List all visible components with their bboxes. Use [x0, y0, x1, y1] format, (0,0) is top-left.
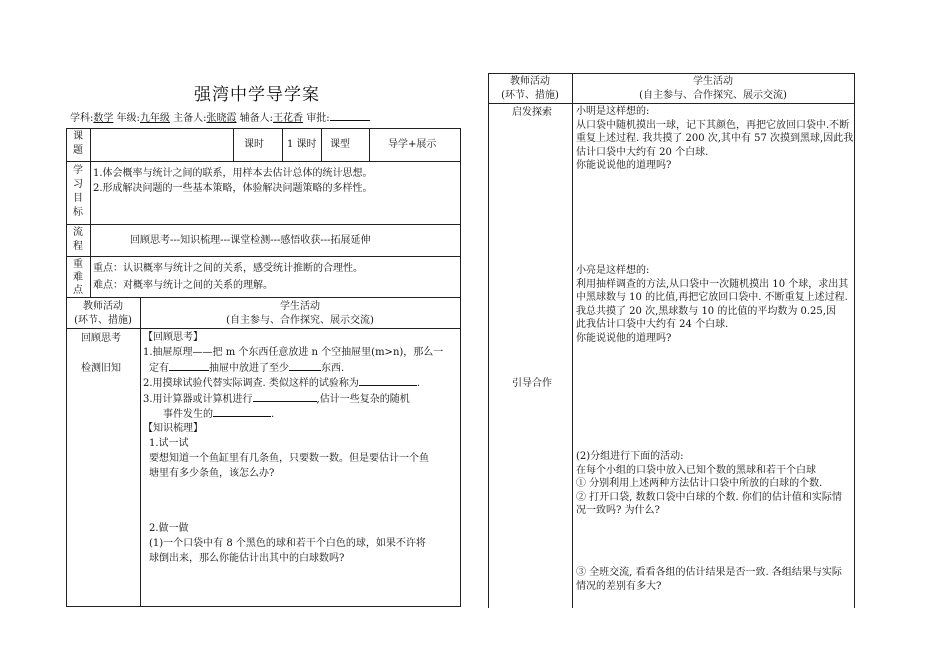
stage-review: 回顾思考 [81, 333, 121, 344]
question-1: 1.抽屉原理——把 m 个东西任意放进 n 个空抽屉里(m>n)，那么一 [143, 347, 444, 358]
approval-label: 审批: [306, 113, 330, 124]
do-text: (1)一个口袋中有 8 个黑色的球和若干个白色的球，如果不许将 [149, 538, 426, 549]
student-activity-header-right: 学生活动 (自主参与、合作探究、展示交流) [639, 76, 787, 101]
try-text-cont: 塘里有多少条鱼，该怎么办? [149, 468, 275, 479]
preparer-label: 主备人: [173, 113, 207, 124]
header-info-line [70, 111, 370, 126]
xiaoming-paragraph: 小明是这样想的: 从口袋中随机摸出一球，记下其颜色，再把它放回口袋中.不断 重复上述过程. 我共摸了 200 次,其中有 57 次摸到黑球,因此我 估计口袋中大约有 20 个白球. 你能说说他的道理吗? [576, 106, 854, 171]
try-text: 要想知道一个鱼缸里有几条鱼，只要数一数。但是要估计一个鱼 [149, 453, 429, 464]
flow-label: 流 程 [73, 227, 83, 252]
goal-label: 学 习 目 标 [73, 165, 83, 218]
preparer-value: 张晓霞 [206, 113, 237, 124]
flow-text: 回顾思考---知识梳理---课堂检测---感悟收获---拓展延伸 [130, 235, 371, 246]
do-text-cont: 球倒出来，那么你能估计出其中的白球数吗? [149, 553, 345, 564]
page-title: 强湾中学导学案 [194, 85, 320, 105]
goal-item: 1.体会概率与统计之间的联系，用样本去估计总体的统计思想。 [93, 168, 373, 179]
stage-inspire: 启发探索 [512, 107, 552, 118]
subject-value: 数学 [93, 113, 114, 124]
question-3-cont: 事件发生的 . [163, 409, 275, 420]
hours-value: 1 课时 [287, 139, 317, 150]
group-activity: (2)分组进行下面的活动: 在每个小组的口袋中放入已知个数的黑球和若干个白球 ① 分别利用上述两种方法估计口袋中所放的白球的个数. ② 打开口袋, 数数口袋中白球的个数. 你们的估计值和实际情 况一致吗? 为什么? [576, 451, 842, 516]
knowledge-title: 【知识梳理】 [143, 423, 203, 434]
question-1-cont: 定有 抽屉中放进了至少 东西. [149, 363, 345, 374]
do-title: 2.做一做 [149, 523, 189, 534]
try-title: 1.试一试 [149, 438, 189, 449]
goal-item: 2.形成解决问题的一些基本策略，体验解决问题策略的多样性。 [93, 183, 373, 194]
teacher-activity-header-right: 教师活动 (环节、措施) [501, 76, 559, 101]
stage-check: 检测旧知 [81, 363, 121, 374]
student-activity-header: 学生活动 (自主参与、合作探究、展示交流) [226, 301, 374, 326]
grade-label: 年级: [116, 113, 140, 124]
subject-label: 学科: [70, 113, 94, 124]
review-title: 【回顾思考】 [143, 332, 203, 343]
question-2: 2.用摸球试验代替实际调查. 类似这样的试验称为 . [143, 378, 421, 389]
assistant-value: 王花香 [273, 113, 304, 124]
assistant-label: 辅备人: [239, 113, 274, 124]
key-label: 重 难 点 [73, 259, 83, 296]
type-label: 课型 [330, 139, 350, 150]
question-3: 3.用计算器或计算机进行 ,估计一些复杂的随机 [143, 394, 410, 405]
difficult-point: 难点：对概率与统计之间的关系的理解。 [93, 280, 273, 291]
key-point: 重点：认识概率与统计之间的关系，感受统计推断的合理性。 [93, 263, 363, 274]
teacher-activity-header: 教师活动 (环节、措施) [74, 301, 132, 326]
grade-value: 九年级 [139, 113, 170, 124]
hours-label: 课时 [244, 139, 264, 150]
type-value: 导学+展示 [388, 139, 437, 150]
stage-guide: 引导合作 [512, 378, 552, 389]
topic-label: 课 题 [73, 131, 83, 156]
xiaoliang-paragraph: 小亮是这样想的: 利用抽样调查的方法,从口袋中一次随机摸出 10 个球，求出其 中黑球数与 10 的比值,再把它放回口袋中. 不断重复上述过程. 我总共摸了 20 次,黑球数与 10 的比值的平均数为 0.25,因 此我估计口袋中大约有 24 个白球. 你能说说他的道理吗? [576, 265, 849, 344]
class-exchange: ③ 全班交流, 看看各组的估计结果是否一致. 各组结果与实际 情况的差别有多大? [576, 567, 842, 592]
approval-blank [330, 111, 370, 121]
